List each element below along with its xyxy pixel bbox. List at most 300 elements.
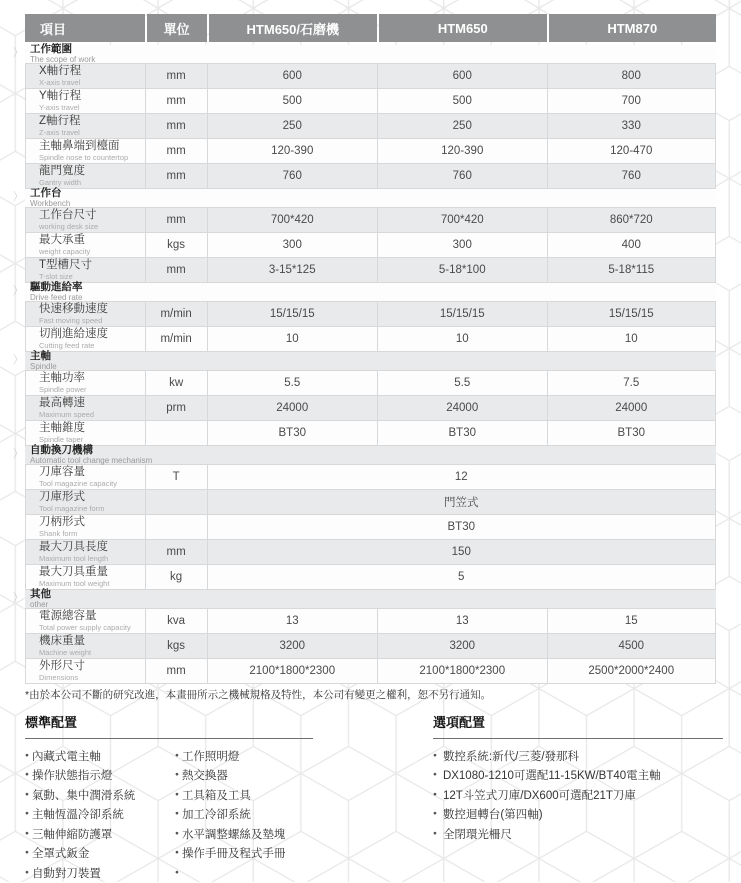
config-item bbox=[25, 863, 175, 883]
column-header: HTM650 bbox=[379, 14, 547, 42]
item-cell bbox=[26, 490, 146, 514]
bullet-icon: ● bbox=[25, 829, 29, 837]
section-subtitle: Drive feed rate bbox=[30, 292, 83, 302]
cell-value: 600 bbox=[452, 70, 472, 82]
cell-value: 7.5 bbox=[623, 377, 640, 389]
unit-cell bbox=[146, 396, 208, 420]
config-item-label: 自動對刀裝置 bbox=[31, 867, 101, 880]
unit-label: m/min bbox=[160, 333, 192, 345]
machine-spec-table bbox=[13, 14, 716, 684]
table-row bbox=[25, 208, 716, 233]
cell-value: 24000 bbox=[276, 402, 309, 414]
section-title: 工作範圍 bbox=[30, 43, 72, 55]
item-cell bbox=[26, 302, 146, 326]
chevron-right-icon: 〉 bbox=[13, 285, 22, 297]
cell-value: 700 bbox=[621, 95, 641, 107]
unit-label: T bbox=[172, 471, 180, 483]
cell-value: BT30 bbox=[278, 427, 306, 439]
item-cell bbox=[26, 421, 146, 445]
section-title: 主軸 bbox=[30, 350, 51, 362]
cell-value: 13 bbox=[455, 615, 469, 627]
bullet-icon: ● bbox=[175, 868, 179, 876]
section-title: 自動換刀機構 bbox=[30, 444, 93, 456]
table-row bbox=[25, 659, 716, 684]
value-cell bbox=[208, 139, 379, 163]
section-title: 驅動進給率 bbox=[30, 281, 83, 293]
config-item bbox=[433, 766, 725, 786]
unit-cell bbox=[146, 139, 208, 163]
cell-value: 330 bbox=[621, 120, 641, 132]
table-row bbox=[25, 634, 716, 659]
item-subtitle: Spindle nose to countertop bbox=[39, 152, 129, 162]
optional-config-section bbox=[433, 716, 725, 883]
value-cell bbox=[208, 302, 379, 326]
item-cell bbox=[26, 371, 146, 395]
item-cell bbox=[26, 164, 146, 188]
table-row bbox=[25, 327, 716, 352]
table-row bbox=[25, 89, 716, 114]
section-subtitle: The scope of work bbox=[30, 54, 96, 64]
item-name: 快速移動速度 bbox=[39, 302, 108, 315]
optional-config-title: 選項配置 bbox=[433, 715, 486, 730]
unit-cell bbox=[146, 114, 208, 138]
item-name: 刀庫容量 bbox=[39, 465, 85, 478]
unit-cell bbox=[146, 490, 208, 514]
item-cell bbox=[26, 258, 146, 282]
config-item-label: 氣動、集中潤滑系統 bbox=[31, 789, 136, 802]
value-cell bbox=[378, 327, 548, 351]
item-name: 刀柄形式 bbox=[39, 515, 85, 528]
section-title: 工作台 bbox=[30, 187, 62, 199]
config-item-label: 工具箱及工具 bbox=[181, 789, 251, 802]
item-name: T型槽尺寸 bbox=[39, 258, 93, 271]
unit-label: kva bbox=[167, 615, 186, 627]
item-name: 主軸錐度 bbox=[39, 421, 85, 434]
unit-label: kw bbox=[169, 377, 184, 389]
config-item bbox=[175, 863, 285, 883]
value-cell bbox=[378, 609, 548, 633]
cell-value: 500 bbox=[452, 95, 472, 107]
table-row bbox=[25, 515, 716, 540]
standard-config-column-2 bbox=[175, 746, 285, 883]
value-cell bbox=[378, 64, 548, 88]
bullet-icon: ● bbox=[175, 849, 179, 856]
value-cell bbox=[548, 89, 716, 113]
cell-value: 3200 bbox=[449, 640, 476, 652]
merged-value-cell bbox=[208, 465, 716, 489]
unit-label: prm bbox=[166, 402, 186, 414]
item-cell bbox=[26, 565, 146, 589]
cell-value: 15/15/15 bbox=[439, 308, 485, 320]
unit-cell bbox=[146, 540, 208, 564]
section-subtitle: Spindle bbox=[30, 361, 57, 371]
item-subtitle: Cutting feed rate bbox=[39, 340, 95, 350]
cell-value: 120-390 bbox=[271, 145, 314, 157]
bullet-icon: ● bbox=[433, 829, 437, 837]
table-row bbox=[25, 609, 716, 634]
value-cell bbox=[548, 164, 716, 188]
item-cell bbox=[26, 659, 146, 683]
value-cell bbox=[378, 164, 548, 188]
config-item-label: 三軸伸縮防護罩 bbox=[31, 828, 113, 841]
item-name: 外形尺寸 bbox=[39, 659, 85, 672]
unit-cell bbox=[146, 233, 208, 257]
standard-config-columns bbox=[25, 746, 433, 883]
cell-value: 15/15/15 bbox=[608, 308, 654, 320]
unit-label: mm bbox=[166, 264, 186, 276]
item-cell bbox=[26, 208, 146, 232]
value-cell bbox=[548, 609, 716, 633]
cell-value: 600 bbox=[282, 70, 302, 82]
optional-config-list bbox=[433, 746, 725, 844]
config-item-label: 全罩式鈑金 bbox=[31, 848, 90, 861]
table-row bbox=[25, 64, 716, 89]
cell-value: 4500 bbox=[618, 640, 645, 652]
value-cell bbox=[208, 258, 379, 282]
value-cell bbox=[208, 64, 379, 88]
table-row bbox=[25, 139, 716, 164]
item-name: 主軸功率 bbox=[39, 371, 85, 384]
item-subtitle: Dimensions bbox=[39, 672, 79, 682]
cell-value: 120-390 bbox=[441, 145, 484, 157]
cell-value: 3-15*125 bbox=[268, 264, 316, 276]
table-row bbox=[25, 114, 716, 139]
value-cell bbox=[378, 634, 548, 658]
value-cell bbox=[548, 327, 716, 351]
value-cell bbox=[208, 634, 379, 658]
item-name: 龍門寬度 bbox=[39, 164, 85, 177]
unit-label: mm bbox=[166, 214, 186, 226]
chevron-right-icon: 〉 bbox=[13, 47, 22, 59]
value-cell bbox=[378, 302, 548, 326]
value-cell bbox=[208, 371, 379, 395]
unit-cell bbox=[146, 302, 208, 326]
item-subtitle: Machine weight bbox=[39, 647, 92, 657]
value-cell bbox=[378, 139, 548, 163]
section-row bbox=[13, 281, 716, 302]
bullet-icon: ● bbox=[175, 751, 179, 759]
table-row bbox=[25, 421, 716, 446]
value-cell bbox=[378, 396, 548, 420]
value-cell bbox=[548, 421, 716, 445]
item-name: 最高轉速 bbox=[39, 396, 85, 409]
item-cell bbox=[26, 396, 146, 420]
value-cell bbox=[378, 258, 548, 282]
standard-config-column-1 bbox=[25, 746, 175, 883]
unit-cell bbox=[146, 465, 208, 489]
item-subtitle: Fast moving speed bbox=[39, 315, 103, 325]
merged-value-cell bbox=[208, 565, 716, 589]
section-subtitle: Workbench bbox=[30, 198, 71, 208]
value-cell bbox=[208, 208, 379, 232]
item-subtitle: Maximum speed bbox=[39, 409, 95, 419]
config-item bbox=[25, 766, 175, 786]
item-cell bbox=[26, 139, 146, 163]
config-item bbox=[175, 766, 285, 786]
config-item-label: 熱交換器 bbox=[181, 770, 228, 783]
value-cell bbox=[548, 208, 716, 232]
item-subtitle: Tool magazine form bbox=[39, 503, 105, 513]
cell-value: 250 bbox=[282, 120, 302, 132]
standard-config-title: 標準配置 bbox=[25, 715, 78, 730]
merged-value-cell bbox=[208, 490, 716, 514]
cell-value: 10 bbox=[455, 333, 469, 345]
item-subtitle: Z-axis travel bbox=[39, 127, 80, 137]
bullet-icon: ● bbox=[175, 771, 179, 778]
table-row bbox=[25, 396, 716, 421]
cell-value: 700*420 bbox=[440, 214, 484, 226]
item-name: 刀庫形式 bbox=[39, 490, 85, 503]
value-cell bbox=[548, 659, 716, 683]
value-cell bbox=[548, 396, 716, 420]
value-cell bbox=[208, 396, 379, 420]
disclaimer-note: *由於本公司不斷的研究改進，本畫冊所示之機械規格及特性，本公司有變更之權利，恕不另行通知。 bbox=[25, 689, 492, 701]
config-item bbox=[175, 824, 285, 844]
value-cell bbox=[548, 64, 716, 88]
bullet-icon: ● bbox=[433, 790, 437, 798]
standard-config-divider bbox=[25, 738, 313, 739]
value-cell bbox=[378, 114, 548, 138]
unit-label: kgs bbox=[167, 640, 186, 652]
cell-value: 2500*2000*2400 bbox=[588, 665, 675, 677]
bullet-icon: ● bbox=[433, 751, 437, 759]
config-item-label: DX1080-1210可選配11-15KW/BT40電主軸 bbox=[442, 770, 661, 783]
value-cell bbox=[208, 421, 379, 445]
config-item-label: 12T斗笠式刀庫/DX600可選配21T刀庫 bbox=[442, 789, 636, 802]
value-cell bbox=[208, 327, 379, 351]
column-header: HTM870 bbox=[549, 14, 717, 42]
config-item bbox=[175, 785, 285, 805]
unit-cell bbox=[146, 659, 208, 683]
value-cell bbox=[548, 634, 716, 658]
config-item-label: 全閉環光柵尺 bbox=[442, 828, 512, 841]
unit-label: mm bbox=[166, 665, 186, 677]
item-name: 主軸鼻端到檯面 bbox=[39, 139, 120, 152]
chevron-right-icon: 〉 bbox=[13, 448, 22, 460]
value-cell bbox=[548, 302, 716, 326]
unit-cell bbox=[146, 565, 208, 589]
cell-value: 5-18*100 bbox=[438, 264, 486, 276]
cell-value: 760 bbox=[621, 170, 641, 182]
item-subtitle: Spindle taper bbox=[39, 434, 84, 444]
column-header: HTM650/石磨機 bbox=[209, 14, 378, 42]
unit-cell bbox=[146, 89, 208, 113]
bullet-icon: ● bbox=[175, 829, 179, 837]
config-item bbox=[25, 805, 175, 825]
value-cell bbox=[208, 114, 379, 138]
unit-label: mm bbox=[166, 546, 186, 558]
bullet-icon: ● bbox=[25, 751, 29, 759]
unit-label: mm bbox=[166, 70, 186, 82]
cell-value: 24000 bbox=[615, 402, 648, 414]
unit-cell bbox=[146, 371, 208, 395]
configuration-section bbox=[25, 716, 725, 883]
config-item-label: 工作照明燈 bbox=[181, 750, 240, 763]
unit-label: m/min bbox=[160, 308, 192, 320]
item-subtitle: weight capacity bbox=[39, 246, 91, 256]
item-cell bbox=[26, 114, 146, 138]
item-name: 電源總容量 bbox=[39, 609, 97, 622]
bullet-icon: ● bbox=[433, 810, 437, 817]
section-row bbox=[13, 350, 716, 371]
cell-value: 400 bbox=[621, 239, 641, 251]
config-item bbox=[25, 844, 175, 864]
cell-value: 760 bbox=[282, 170, 302, 182]
chevron-right-icon: 〉 bbox=[13, 191, 22, 203]
table-row bbox=[25, 233, 716, 258]
item-subtitle: Shank form bbox=[39, 528, 78, 538]
config-item bbox=[175, 746, 285, 766]
config-item-label: 水平調整螺絲及墊塊 bbox=[181, 828, 286, 841]
item-subtitle: working desk size bbox=[39, 221, 99, 231]
item-subtitle: Maximum tool length bbox=[39, 553, 109, 563]
bullet-icon: ● bbox=[25, 868, 29, 876]
unit-label: kgs bbox=[167, 239, 186, 251]
cell-value: 2100*1800*2300 bbox=[419, 665, 506, 677]
cell-value: 5.5 bbox=[284, 377, 301, 389]
cell-value: 24000 bbox=[446, 402, 479, 414]
unit-cell bbox=[146, 164, 208, 188]
value-cell bbox=[378, 233, 548, 257]
unit-cell bbox=[146, 258, 208, 282]
config-item bbox=[25, 785, 175, 805]
item-cell bbox=[26, 465, 146, 489]
bullet-icon: ● bbox=[25, 810, 29, 817]
item-subtitle: Tool magazine capacity bbox=[39, 478, 117, 488]
item-subtitle: Y-axis travel bbox=[39, 102, 80, 112]
cell-value: 15 bbox=[624, 615, 638, 627]
config-item bbox=[175, 844, 285, 864]
cell-value: 760 bbox=[452, 170, 472, 182]
item-cell bbox=[26, 540, 146, 564]
value-cell bbox=[378, 659, 548, 683]
cell-value: BT30 bbox=[447, 521, 475, 533]
cell-value: BT30 bbox=[617, 427, 645, 439]
table-row bbox=[25, 302, 716, 327]
table-row bbox=[25, 565, 716, 590]
standard-config-section bbox=[25, 716, 433, 883]
item-cell bbox=[26, 89, 146, 113]
section-title: 其他 bbox=[30, 588, 51, 600]
value-cell bbox=[378, 371, 548, 395]
item-cell bbox=[26, 327, 146, 351]
unit-label: mm bbox=[166, 95, 186, 107]
item-name: 最大刀具長度 bbox=[39, 540, 108, 553]
item-name: X軸行程 bbox=[39, 64, 82, 77]
config-item-label: 主軸恆溫冷卻系統 bbox=[31, 809, 124, 822]
config-item bbox=[433, 805, 725, 825]
config-item-label: 操作狀態指示燈 bbox=[31, 770, 113, 783]
cell-value: 10 bbox=[624, 333, 638, 345]
cell-value: 500 bbox=[282, 95, 302, 107]
cell-value: 300 bbox=[452, 239, 472, 251]
unit-cell bbox=[146, 515, 208, 539]
chevron-right-icon: 〉 bbox=[13, 592, 22, 604]
unit-label: kg bbox=[170, 571, 183, 583]
config-item bbox=[25, 746, 175, 766]
cell-value: 300 bbox=[282, 239, 302, 251]
table-row bbox=[25, 371, 716, 396]
unit-cell bbox=[146, 609, 208, 633]
cell-value: 800 bbox=[621, 70, 641, 82]
unit-label: mm bbox=[166, 145, 186, 157]
item-subtitle: Total power supply capacity bbox=[39, 622, 131, 632]
unit-cell bbox=[146, 64, 208, 88]
value-cell bbox=[208, 609, 379, 633]
config-item-label: 操作手冊及程式手冊 bbox=[181, 848, 286, 861]
table-row bbox=[25, 465, 716, 490]
cell-value: 150 bbox=[451, 546, 471, 558]
value-cell bbox=[208, 233, 379, 257]
config-item bbox=[175, 805, 285, 825]
item-cell bbox=[26, 233, 146, 257]
column-header: 單位 bbox=[147, 14, 207, 42]
table-row bbox=[25, 490, 716, 515]
config-item-label: 加工冷卻系統 bbox=[181, 809, 251, 822]
value-cell bbox=[548, 371, 716, 395]
section-subtitle: Automatic tool change mechanism bbox=[30, 455, 153, 465]
value-cell bbox=[548, 258, 716, 282]
cell-value: 700*420 bbox=[270, 214, 314, 226]
item-name: 切削進給速度 bbox=[39, 327, 108, 340]
table-row bbox=[25, 540, 716, 565]
cell-value: 10 bbox=[285, 333, 299, 345]
unit-cell bbox=[146, 327, 208, 351]
table-row bbox=[25, 164, 716, 189]
cell-value: 250 bbox=[452, 120, 472, 132]
item-name: 工作台尺寸 bbox=[39, 208, 97, 221]
section-row bbox=[13, 588, 716, 609]
cell-value: 12 bbox=[454, 471, 468, 483]
cell-value: 門笠式 bbox=[444, 497, 479, 509]
value-cell bbox=[548, 233, 716, 257]
section-row bbox=[13, 187, 716, 208]
value-cell bbox=[208, 659, 379, 683]
cell-value: 13 bbox=[285, 615, 299, 627]
bullet-icon: ● bbox=[175, 810, 179, 817]
cell-value: 860*720 bbox=[609, 214, 653, 226]
bullet-icon: ● bbox=[433, 771, 437, 778]
unit-label: mm bbox=[166, 120, 186, 132]
value-cell bbox=[548, 114, 716, 138]
bullet-icon: ● bbox=[25, 771, 29, 778]
config-item-label: 數控系統:新代/三菱/發那科 bbox=[442, 750, 580, 763]
config-item-label: 內藏式電主軸 bbox=[31, 750, 101, 763]
value-cell bbox=[378, 89, 548, 113]
config-item bbox=[25, 824, 175, 844]
config-item bbox=[433, 824, 725, 844]
section-row bbox=[13, 43, 716, 64]
item-cell bbox=[26, 609, 146, 633]
item-name: Z軸行程 bbox=[39, 114, 81, 127]
item-subtitle: Spindle power bbox=[39, 384, 87, 394]
config-item-label: 數控迴轉台(第四軸) bbox=[442, 809, 543, 822]
unit-cell bbox=[146, 634, 208, 658]
section-subtitle: other bbox=[30, 599, 49, 609]
table-row bbox=[25, 258, 716, 283]
cell-value: 120-470 bbox=[610, 145, 653, 157]
value-cell bbox=[378, 208, 548, 232]
cell-value: 5-18*115 bbox=[608, 264, 655, 276]
cell-value: 5 bbox=[458, 571, 465, 583]
item-name: 機床重量 bbox=[39, 634, 85, 647]
cell-value: 5.5 bbox=[454, 377, 471, 389]
config-item bbox=[433, 746, 725, 766]
bullet-icon: ● bbox=[25, 849, 29, 856]
section-row bbox=[13, 444, 716, 465]
value-cell bbox=[208, 89, 379, 113]
bullet-icon: ● bbox=[25, 790, 29, 798]
